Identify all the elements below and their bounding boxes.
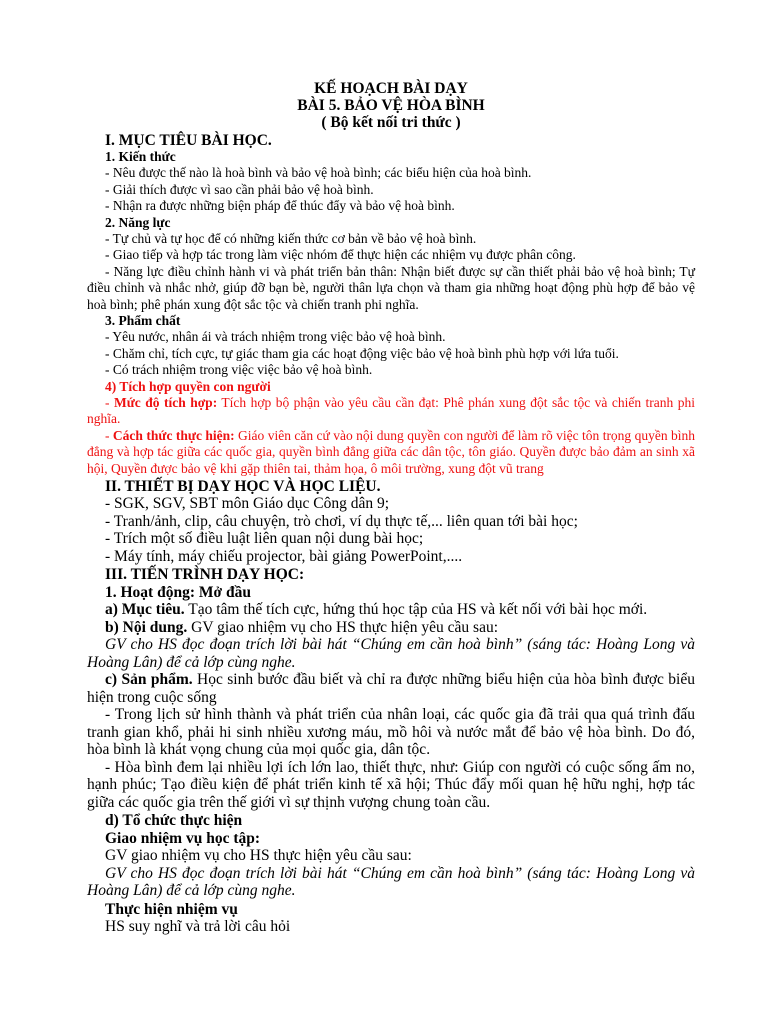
task-execution-text: HS suy nghĩ và trả lời câu hỏi [105, 917, 291, 935]
equipment-item: - SGK, SGV, SBT môn Giáo dục Công dân 9; [105, 495, 390, 512]
goal-label: a) Mục tiêu. [105, 601, 185, 618]
qualities-item: - Yêu nước, nhân ái và trách nhiệm trong việc bảo vệ hoà bình. [105, 329, 446, 344]
qualities-item: - Chăm chỉ, tích cực, tự giác tham gia các hoạt động việc bảo vệ hoà bình phù hợp với lứa tuổi. [105, 345, 619, 361]
competence-item: - Tự chủ và tự học để có những kiến thức cơ bản về bảo vệ hoà bình. [105, 230, 477, 246]
knowledge-item: - Giải thích được vì sao cần phải bảo vệ hoà bình. [105, 181, 374, 197]
content-italic-paragraph: GV cho HS đọc đoạn trích lời bài hát “Chúng em cần hoà bình” (sáng tác: Hoàng Long và Hoàng Lân) để cả lớp cùng nghe. [87, 636, 695, 671]
task-assign-text: GV giao nhiệm vụ cho HS thực hiện yêu cầu sau: [105, 847, 412, 864]
integration-method-paragraph [87, 428, 695, 478]
doc-title-line3: ( Bộ kết nối tri thức ) [321, 114, 461, 131]
competence-item: - Năng lực điều chỉnh hành vi và phát triển bản thân: Nhận biết được sự cần thiết phải bảo vệ hoà bình; Tự điều chỉnh và nhắc nhở, giúp đỡ bạn bè, người thân lựa chọn và tham gia những hoạt động phù hợp để bảo vệ hoà bình; phê phán xung đột sắc tộc và chiến tranh phi nghĩa. [87, 263, 695, 312]
task-execution-heading: Thực hiện nhiệm vụ [105, 900, 238, 918]
integration-level-text: Tích hợp bộ phận vào yêu cầu cần đạt: Phê phán xung đột sắc tộc và chiến tranh phi nghĩa. [87, 394, 696, 426]
knowledge-item: - Nêu được thế nào là hoà bình và bảo vệ hoà bình; các biểu hiện của hoà bình. [105, 165, 532, 180]
competence-item: - Giao tiếp và hợp tác trong làm việc nhóm để thực hiện các nhiệm vụ được phân công. [105, 247, 576, 262]
product-item: - Trong lịch sử hình thành và phát triển của nhân loại, các quốc gia đã trải qua quá trình đấu tranh gian khổ, phải hi sinh nhiều xương máu, mồ hôi và nước mắt để bảo vệ hòa bình. Do đó, hòa bình là khát vọng chung của mọi quốc gia, dân tộc. [87, 706, 695, 758]
section-2-heading: II. THIẾT BỊ DẠY HỌC VÀ HỌC LIỆU. [105, 478, 381, 495]
content-paragraph [87, 619, 695, 637]
integration-method-prefix: - [105, 427, 113, 443]
content-label: b) Nội dung. [105, 618, 188, 636]
activity-1-heading: 1. Hoạt động: Mở đầu [105, 584, 251, 601]
doc-title-line1: KẾ HOẠCH BÀI DẠY [314, 80, 468, 97]
doc-title-line2: BÀI 5. BẢO VỆ HÒA BÌNH [297, 97, 485, 114]
goal-paragraph [87, 601, 695, 619]
knowledge-item: - Nhận ra được những biện pháp để thúc đẩy và bảo vệ hoà bình. [105, 198, 455, 213]
document-page [87, 80, 695, 935]
section-3-heading: III. TIẾN TRÌNH DẠY HỌC: [105, 566, 305, 583]
organization-heading: d) Tổ chức thực hiện [105, 812, 243, 829]
equipment-item: - Tranh/ảnh, clip, câu chuyện, trò chơi, ví dụ thực tế,... liên quan tới bài học; [105, 512, 578, 530]
qualities-heading: 3. Phẩm chất [105, 313, 181, 328]
equipment-item: - Trích một số điều luật liên quan nội dung bài học; [105, 530, 424, 547]
product-paragraph [87, 671, 695, 706]
integration-method-label: Cách thức thực hiện: [112, 427, 235, 443]
content-text: GV giao nhiệm vụ cho HS thực hiện yêu cầu sau: [187, 618, 499, 636]
task-assign-heading: Giao nhiệm vụ học tập: [105, 830, 261, 847]
integration-level-prefix: - [105, 394, 114, 410]
product-item: - Hòa bình đem lại nhiều lợi ích lớn lao, thiết thực, như: Giúp con người có cuộc sống ấm no, hạnh phúc; Tạo điều kiện để phát triển kinh tế xã hội; Thúc đẩy mối quan hệ hữu nghị, hợp tác giữa các quốc gia trên thế giới vì sự thịnh vượng chung toàn cầu. [87, 758, 695, 811]
product-text: Học sinh bước đầu biết và chỉ ra được những biểu hiện của hòa bình được biểu hiện trong cuộc sống [87, 671, 695, 706]
qualities-item: - Có trách nhiệm trong việc việc bảo vệ hoà bình. [105, 362, 373, 377]
human-rights-heading: 4) Tích hợp quyền con người [105, 378, 271, 394]
integration-level-paragraph [87, 395, 695, 428]
integration-method-text: Giáo viên căn cứ vào nội dung quyền con người để làm rõ việc tôn trọng quyền bình đẳng và hợp tác giữa các quốc gia, quyền bình đẳng giữa các dân tộc, tôn giáo. Quyền được bảo đảm an sinh xã hội, Quyền được bảo vệ khi gặp thiên tai, thảm họa, ô môi trường, xung đột vũ trang [87, 427, 696, 476]
integration-level-label: Mức độ tích hợp: [113, 394, 218, 410]
equipment-item: - Máy tính, máy chiếu projector, bài giảng PowerPoint,.... [105, 547, 463, 565]
competence-heading: 2. Năng lực [105, 214, 171, 230]
goal-text: Tạo tâm thế tích cực, hứng thú học tập của HS và kết nối với bài học mới. [184, 601, 648, 618]
task-assign-italic: GV cho HS đọc đoạn trích lời bài hát “Chúng em cần hoà bình” (sáng tác: Hoàng Long và Hoàng Lân) để cả lớp cùng nghe. [87, 864, 695, 899]
section-1-heading: I. MỤC TIÊU BÀI HỌC. [105, 132, 272, 149]
product-label: c) Sản phẩm. [105, 671, 193, 688]
knowledge-heading: 1. Kiến thức [105, 149, 176, 164]
